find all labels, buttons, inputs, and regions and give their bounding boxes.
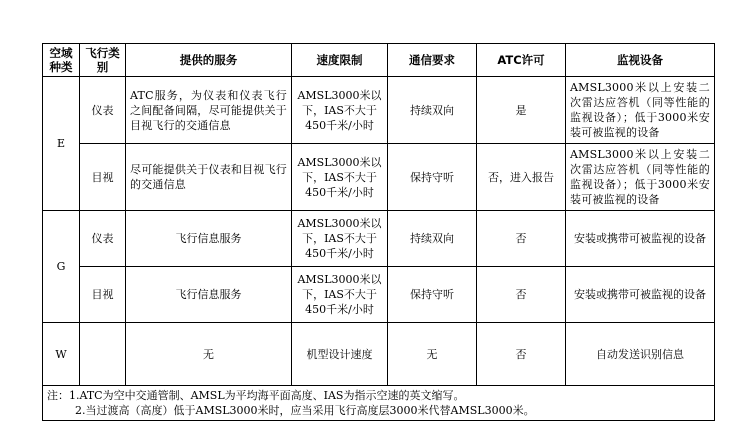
comm-cell: 持续双向: [388, 211, 477, 267]
table-row: [43, 211, 715, 267]
table-notes: [43, 386, 715, 421]
surveillance-cell: 安装或携带可被监视的设备: [566, 211, 715, 267]
airspace-class-cell: E: [43, 77, 80, 211]
header-speed-limit: 速度限制: [292, 44, 388, 77]
header-atc-clearance: ATC许可: [477, 44, 566, 77]
services-cell: 飞行信息服务: [126, 267, 292, 323]
header-flight-category: 飞行类别: [80, 44, 126, 77]
atc-cell: 是: [477, 77, 566, 144]
table-row: [43, 267, 715, 323]
airspace-class-cell: W: [43, 323, 80, 386]
header-services: 提供的服务: [126, 44, 292, 77]
surveillance-cell: AMSL3000米以上安装二次雷达应答机（同等性能的监视设备）；低于3000米安装可被监视的设备: [566, 144, 715, 211]
flight-category-cell: 仪表: [80, 211, 126, 267]
speed-limit-cell: AMSL3000米以下，IAS不大于450千米/小时: [292, 211, 388, 267]
flight-category-cell: [80, 323, 126, 386]
flight-category-cell: 仪表: [80, 77, 126, 144]
header-comm-requirement: 通信要求: [388, 44, 477, 77]
comm-cell: 保持守听: [388, 144, 477, 211]
table-header-row: [43, 44, 715, 77]
surveillance-cell: 安装或携带可被监视的设备: [566, 267, 715, 323]
speed-limit-cell: AMSL3000米以下，IAS不大于450千米/小时: [292, 77, 388, 144]
header-airspace-class: 空域种类: [43, 44, 80, 77]
services-cell: 尽可能提供关于仪表和目视飞行的交通信息: [126, 144, 292, 211]
services-cell: 飞行信息服务: [126, 211, 292, 267]
table-row: [43, 323, 715, 386]
services-cell: ATC服务，为仪表和仪表飞行之间配备间隔，尽可能提供关于目视飞行的交通信息: [126, 77, 292, 144]
services-cell: 无: [126, 323, 292, 386]
note-line-1: 注：1.ATC为空中交通管制、AMSL为平均海平面高度、IAS为指示空速的英文缩写。: [47, 389, 465, 402]
flight-category-cell: 目视: [80, 144, 126, 211]
speed-limit-cell: AMSL3000米以下，IAS不大于450千米/小时: [292, 144, 388, 211]
speed-limit-cell: AMSL3000米以下，IAS不大于450千米/小时: [292, 267, 388, 323]
airspace-class-cell: G: [43, 211, 80, 323]
comm-cell: 无: [388, 323, 477, 386]
note-line-2: 2.当过渡高（高度）低于AMSL3000米时，应当采用飞行高度层3000米代替AMSL3000米。: [75, 404, 535, 417]
atc-cell: 否，进入报告: [477, 144, 566, 211]
table-notes-row: [43, 386, 715, 421]
speed-limit-cell: 机型设计速度: [292, 323, 388, 386]
atc-cell: 否: [477, 267, 566, 323]
table-row: [43, 144, 715, 211]
comm-cell: 持续双向: [388, 77, 477, 144]
comm-cell: 保持守听: [388, 267, 477, 323]
atc-cell: 否: [477, 323, 566, 386]
surveillance-cell: 自动发送识别信息: [566, 323, 715, 386]
surveillance-cell: AMSL3000米以上安装二次雷达应答机（同等性能的监视设备）；低于3000米安装可被监视的设备: [566, 77, 715, 144]
atc-cell: 否: [477, 211, 566, 267]
header-surveillance: 监视设备: [566, 44, 715, 77]
airspace-classification-table: [42, 43, 715, 421]
table-row: [43, 77, 715, 144]
flight-category-cell: 目视: [80, 267, 126, 323]
